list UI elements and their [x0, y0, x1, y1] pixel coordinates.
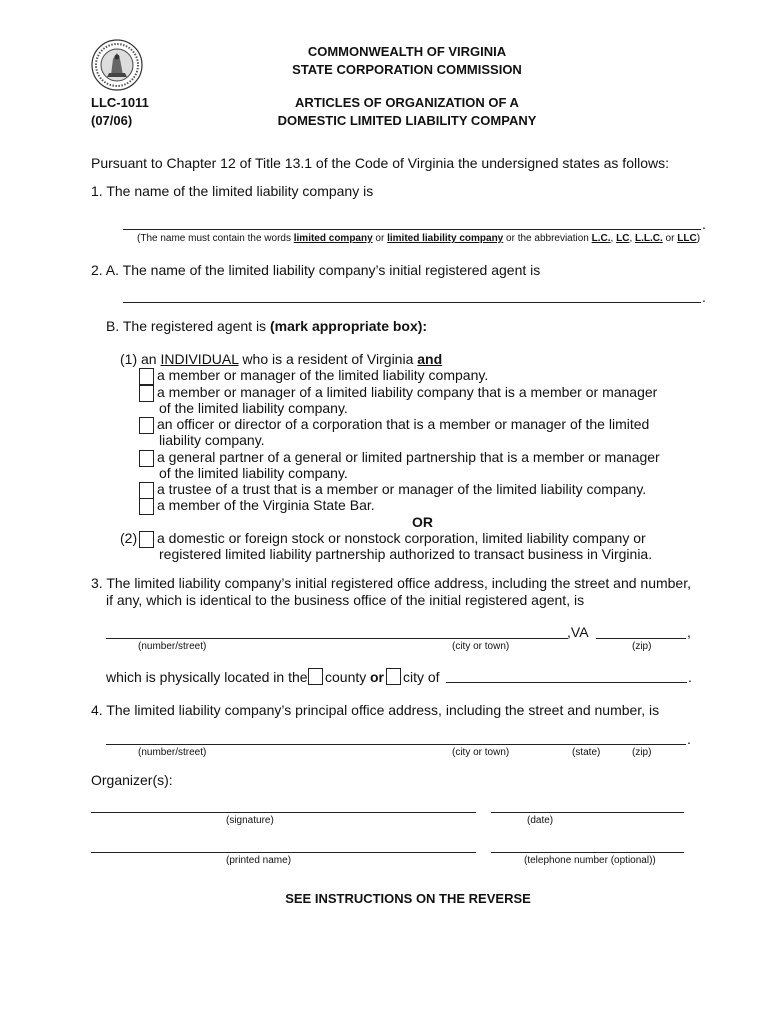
registered-office-zip-field[interactable] [596, 638, 686, 639]
principal-office-address-field[interactable] [106, 744, 686, 745]
caption-principal-zip: (zip) [632, 747, 652, 758]
choice-3-text-cont: liability company. [159, 432, 265, 448]
va-label: ,VA [567, 624, 589, 640]
header-commonwealth: COMMONWEALTH OF VIRGINIA [307, 44, 507, 59]
item1-name-note: (The name must contain the words limited company or limited liability company or the abbreviation L.C., LC, L.L.C. or LLC) [137, 233, 701, 244]
checkbox-state-bar[interactable] [139, 498, 154, 515]
checkbox-city[interactable] [386, 668, 401, 685]
principal-office-period: . [687, 731, 691, 747]
form-number: LLC-1011 [91, 95, 149, 110]
zip-comma: , [687, 624, 691, 640]
caption-city-town: (city or town) [452, 641, 510, 652]
or-separator: OR [412, 514, 433, 530]
checkbox-member-of-member-llc[interactable] [139, 385, 154, 402]
choice-4-text-cont: of the limited liability company. [159, 465, 348, 481]
form-title-line1: ARTICLES OF ORGANIZATION OF A [295, 95, 519, 110]
option2-label: (2) [120, 530, 138, 546]
option1-individual: (1) an INDIVIDUAL who is a resident of Virginia and [120, 351, 443, 367]
llc-name-field[interactable] [123, 229, 701, 230]
city-of-label: city of [403, 669, 440, 685]
caption-telephone: (telephone number (optional)) [524, 855, 656, 866]
caption-number-street: (number/street) [138, 641, 207, 652]
choice-5-text: a trustee of a trust that is a member or manager of the limited liability company. [157, 481, 647, 497]
agent-name-period: . [702, 289, 706, 305]
county-label: county [325, 669, 367, 685]
header-commission: STATE CORPORATION COMMISSION [292, 62, 522, 77]
caption-principal-street: (number/street) [138, 747, 207, 758]
llc-name-period: . [702, 216, 706, 232]
item4-label: 4. The limited liability company’s principal office address, including the street and number, is [91, 702, 660, 718]
item3-label: 3. The limited liability company’s initial registered office address, including the street and number, [91, 575, 691, 591]
organizer-date-field[interactable] [491, 812, 684, 813]
choice-4-text: a general partner of a general or limited partnership that is a member or manager [157, 449, 660, 465]
choice-3-text: an officer or director of a corporation that is a member or manager of the limited [157, 416, 650, 432]
choice-2-text-cont: of the limited liability company. [159, 400, 348, 416]
item1-label: 1. The name of the limited liability company is [91, 183, 374, 199]
caption-printed-name: (printed name) [226, 855, 292, 866]
checkbox-officer-director[interactable] [139, 417, 154, 434]
item3-label-cont: if any, which is identical to the business office of the initial registered agent, is [106, 592, 585, 608]
checkbox-trustee[interactable] [139, 482, 154, 499]
virginia-state-seal-icon [91, 39, 143, 91]
choice-1-text: a member or manager of the limited liability company. [157, 367, 489, 383]
checkbox-member-manager[interactable] [139, 368, 154, 385]
item2b-label: B. The registered agent is (mark appropriate box): [106, 318, 428, 334]
item2a-label: 2. A. The name of the limited liability company’s initial registered agent is [91, 262, 541, 278]
county-city-or: or [370, 669, 384, 685]
organizer-signature-field[interactable] [91, 812, 476, 813]
choice-6-text: a member of the Virginia State Bar. [157, 497, 375, 513]
registered-agent-name-field[interactable] [123, 302, 701, 303]
physically-located-label: which is physically located in the [106, 669, 308, 685]
option2-text-cont: registered limited liability partnership authorized to transact business in Virginia. [159, 546, 653, 562]
caption-date: (date) [527, 815, 554, 826]
caption-zip: (zip) [632, 641, 652, 652]
caption-principal-state: (state) [572, 747, 601, 758]
form-title-line2: DOMESTIC LIMITED LIABILITY COMPANY [277, 113, 537, 128]
choice-2-text: a member or manager of a limited liability company that is a member or manager [157, 384, 658, 400]
organizer-telephone-field[interactable] [491, 852, 684, 853]
checkbox-general-partner[interactable] [139, 450, 154, 467]
checkbox-county[interactable] [308, 668, 323, 685]
county-city-name-field[interactable] [446, 682, 687, 683]
intro-text: Pursuant to Chapter 12 of Title 13.1 of the Code of Virginia the undersigned states as follows: [91, 155, 669, 171]
organizers-label: Organizer(s): [91, 772, 173, 788]
located-period: . [688, 669, 692, 685]
checkbox-entity-agent[interactable] [139, 531, 154, 548]
caption-principal-city: (city or town) [452, 747, 510, 758]
footer-instructions: SEE INSTRUCTIONS ON THE REVERSE [285, 891, 531, 906]
form-date: (07/06) [91, 113, 133, 128]
organizer-printed-name-field[interactable] [91, 852, 476, 853]
caption-signature: (signature) [226, 815, 274, 826]
registered-office-street-field[interactable] [106, 638, 568, 639]
option2-text: a domestic or foreign stock or nonstock corporation, limited liability company or [157, 530, 646, 546]
